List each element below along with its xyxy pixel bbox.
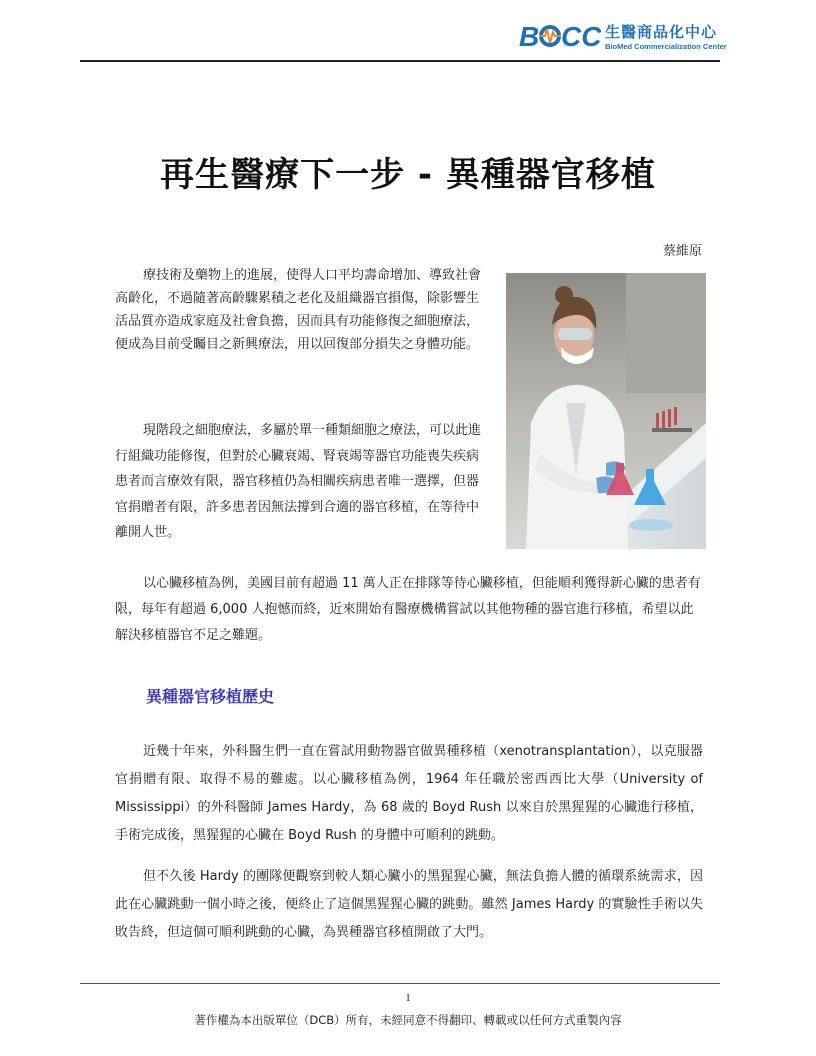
section-heading: 異種器官移植歷史 (146, 687, 275, 706)
svg-text:B: B (519, 21, 540, 52)
article-title: 再生醫療下一步 - 異種器官移植 (160, 155, 656, 195)
footer-divider (80, 983, 720, 984)
page-number: 1 (405, 992, 411, 1004)
logo-subtitle: BioMed Commercialization Center (605, 42, 727, 51)
lab-scientist-photo (506, 273, 706, 549)
bmcc-logo-mark (519, 20, 601, 52)
article-author: 蔡維原 (662, 244, 702, 259)
section-paragraph-1: 近幾十年來，外科醫生們一直在嘗試用動物器官做異種移植（xenotransplantation），以克服器官捐贈有限、取得不易的難處。以心臟移植為例，1964 年任職於密西西比大學（University of Mississippi）的外科醫師 James Hardy，為 68 歲的 Boyd Rush 以來自於黑猩猩的心臟進行移植，手術完成後，黑猩猩的心臟在 Boyd Rush 的身體中可順利的跳動。 (115, 744, 703, 843)
svg-text:CC: CC (561, 21, 601, 52)
bmcc-logo (519, 20, 727, 54)
intro-paragraph-2: 現階段之細胞療法，多屬於單一種類細胞之療法，可以此進行組織功能修復，但對於心臟衰竭、腎衰竭等器官功能喪失疾病患者而言療效有限，器官移植仍為相關疾病患者唯一選擇，但器官捐贈者有限，許多患者因無法撐到合適的器官移植，在等待中離開人世。 (115, 423, 482, 540)
copyright-notice: 著作權為本出版單位（DCB）所有，未經同意不得翻印、轉載或以任何方式重製內容 (194, 1013, 622, 1027)
header-divider (80, 60, 720, 62)
logo-title: 生醫商品化中心 (605, 23, 718, 41)
section-paragraph-2: 但不久後 Hardy 的團隊便觀察到較人類心臟小的黑猩猩心臟，無法負擔人體的循環系統需求，因此在心臟跳動一個小時之後，便終止了這個黑猩猩心臟的跳動。雖然 James Hardy 的實驗性手術以失敗告終，但這個可順利跳動的心臟，為異種器官移植開啟了大門。 (115, 869, 703, 940)
intro-paragraph-3: 以心臟移植為例，美國目前有超過 11 萬人正在排隊等待心臟移植，但能順利獲得新心臟的患者有限，每年有超過 6,000 人抱憾而終，近來開始有醫療機構嘗試以其他物種的器官進行移植，希望以此解決移植器官不足之難題。 (115, 576, 701, 643)
intro-paragraph-1: 療技術及藥物上的進展，使得人口平均壽命增加、導致社會高齡化，不過隨著高齡驟累積之老化及組織器官損傷，除影響生活品質亦造成家庭及社會負擔，因而具有功能修復之細胞療法，便成為目前受矚目之新興療法，用以回復部分損失之身體功能。 (115, 268, 482, 352)
